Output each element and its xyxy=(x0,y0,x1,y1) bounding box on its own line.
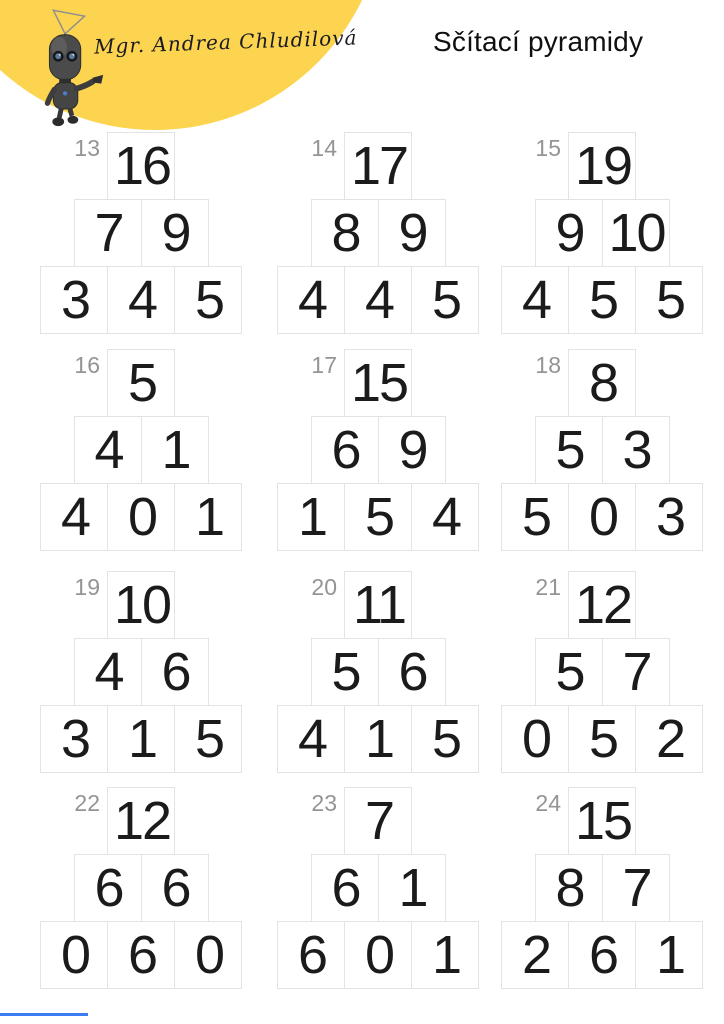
pyramid-cell: 4 xyxy=(107,266,175,334)
pyramid-number: 23 xyxy=(311,790,337,816)
pyramid-row-middle xyxy=(39,638,243,706)
pyramid-row-middle xyxy=(39,416,243,484)
pyramid-cell: 1 xyxy=(141,416,209,484)
pyramid-cell: 6 xyxy=(378,638,446,706)
pyramid-cell: 8 xyxy=(311,199,379,267)
pyramid-cell: 1 xyxy=(277,483,345,551)
pyramid-row-bottom xyxy=(39,705,243,773)
pyramid-cell: 4 xyxy=(74,416,142,484)
pyramid-cell: 4 xyxy=(501,266,569,334)
pyramid-cell: 7 xyxy=(74,199,142,267)
pyramid-cell: 2 xyxy=(501,921,569,989)
pyramid-cell: 4 xyxy=(277,705,345,773)
pyramid-cell: 9 xyxy=(378,416,446,484)
addition-pyramid xyxy=(500,787,704,989)
pyramid-cell: 5 xyxy=(635,266,703,334)
pyramid-cell: 1 xyxy=(344,705,412,773)
pyramid-cell: 5 xyxy=(568,266,636,334)
pyramid-row-middle xyxy=(39,199,243,267)
pyramid-cell: 1 xyxy=(107,705,175,773)
pyramid-cell: 1 xyxy=(378,854,446,922)
pyramid-cell: 15 xyxy=(568,787,636,855)
pyramid-row-middle xyxy=(276,638,480,706)
pyramid-cell: 4 xyxy=(277,266,345,334)
pyramid-row-bottom xyxy=(500,483,704,551)
author-signature: Mgr. Andrea Chludilová xyxy=(93,25,358,59)
pyramid-cell: 10 xyxy=(602,199,670,267)
pyramid-cell: 0 xyxy=(174,921,242,989)
pyramid-cell: 0 xyxy=(501,705,569,773)
addition-pyramid xyxy=(39,571,243,773)
pyramid-row-middle xyxy=(500,416,704,484)
pyramid-cell: 6 xyxy=(141,854,209,922)
pyramid-row-middle xyxy=(39,854,243,922)
addition-pyramid xyxy=(276,349,480,551)
pyramid-cell: 5 xyxy=(501,483,569,551)
pyramid-cell: 5 xyxy=(174,266,242,334)
pyramid-cell: 4 xyxy=(40,483,108,551)
pyramid-cell: 8 xyxy=(535,854,603,922)
pyramid-number: 24 xyxy=(535,790,561,816)
pyramid-row-bottom xyxy=(500,266,704,334)
pyramid-cell: 4 xyxy=(344,266,412,334)
pyramid-cell: 5 xyxy=(311,638,379,706)
pyramid-row-bottom xyxy=(276,483,480,551)
addition-pyramid xyxy=(276,787,480,989)
pyramid-cell: 5 xyxy=(568,705,636,773)
pyramid-cell: 6 xyxy=(107,921,175,989)
pyramid-row-bottom xyxy=(39,483,243,551)
pyramid-cell: 6 xyxy=(277,921,345,989)
pyramid-cell: 6 xyxy=(74,854,142,922)
pyramid-row-bottom xyxy=(500,921,704,989)
addition-pyramid xyxy=(276,571,480,773)
pyramid-number: 17 xyxy=(311,352,337,378)
pyramid-number: 14 xyxy=(311,135,337,161)
pyramid-cell: 19 xyxy=(568,132,636,200)
pyramid-row-middle xyxy=(500,199,704,267)
pyramid-cell: 4 xyxy=(411,483,479,551)
pyramid-cell: 6 xyxy=(568,921,636,989)
pyramid-cell: 16 xyxy=(107,132,175,200)
pyramid-number: 20 xyxy=(311,574,337,600)
pyramid-cell: 5 xyxy=(344,483,412,551)
pyramid-cell: 0 xyxy=(344,921,412,989)
pyramid-cell: 11 xyxy=(344,571,412,639)
pyramid-cell: 3 xyxy=(635,483,703,551)
pyramid-cell: 9 xyxy=(535,199,603,267)
pyramid-cell: 0 xyxy=(40,921,108,989)
pyramid-row-middle xyxy=(500,854,704,922)
pyramid-cell: 2 xyxy=(635,705,703,773)
addition-pyramid xyxy=(39,787,243,989)
page-title: Sčítací pyramidy xyxy=(433,26,644,57)
pyramid-cell: 7 xyxy=(602,854,670,922)
pyramid-row-middle xyxy=(276,199,480,267)
pyramid-cell: 6 xyxy=(311,416,379,484)
pyramid-cell: 3 xyxy=(40,266,108,334)
page-accent-line xyxy=(0,1013,88,1016)
pyramid-cell: 1 xyxy=(635,921,703,989)
pyramid-cell: 5 xyxy=(411,266,479,334)
addition-pyramid xyxy=(276,132,480,334)
pyramid-row-middle xyxy=(276,854,480,922)
pyramid-cell: 5 xyxy=(535,638,603,706)
pyramid-cell: 9 xyxy=(141,199,209,267)
pyramid-row-bottom xyxy=(276,266,480,334)
pyramid-cell: 15 xyxy=(344,349,412,417)
addition-pyramid xyxy=(500,571,704,773)
pyramid-cell: 8 xyxy=(568,349,636,417)
pyramid-row-middle xyxy=(276,416,480,484)
pyramid-number: 21 xyxy=(535,574,561,600)
pyramid-cell: 7 xyxy=(602,638,670,706)
addition-pyramid xyxy=(39,132,243,334)
pyramid-cell: 1 xyxy=(174,483,242,551)
pyramid-number: 16 xyxy=(74,352,100,378)
pyramid-cell: 6 xyxy=(311,854,379,922)
pyramid-cell: 3 xyxy=(602,416,670,484)
pyramid-row-bottom xyxy=(39,266,243,334)
pyramid-cell: 0 xyxy=(107,483,175,551)
pyramid-number: 13 xyxy=(74,135,100,161)
pyramid-cell: 4 xyxy=(74,638,142,706)
pyramid-cell: 5 xyxy=(174,705,242,773)
pyramid-cell: 5 xyxy=(411,705,479,773)
pyramid-row-bottom xyxy=(276,705,480,773)
pyramid-number: 15 xyxy=(535,135,561,161)
pyramid-cell: 6 xyxy=(141,638,209,706)
pyramid-row-middle xyxy=(500,638,704,706)
pyramid-cell: 1 xyxy=(411,921,479,989)
pyramid-cell: 7 xyxy=(344,787,412,855)
pyramid-cell: 12 xyxy=(107,787,175,855)
addition-pyramid xyxy=(500,132,704,334)
pyramid-row-bottom xyxy=(500,705,704,773)
pyramid-number: 18 xyxy=(535,352,561,378)
pyramid-cell: 5 xyxy=(107,349,175,417)
pyramid-cell: 3 xyxy=(40,705,108,773)
addition-pyramid xyxy=(39,349,243,551)
pyramid-row-bottom xyxy=(39,921,243,989)
addition-pyramid xyxy=(500,349,704,551)
pyramid-cell: 9 xyxy=(378,199,446,267)
pyramid-row-bottom xyxy=(276,921,480,989)
pyramid-cell: 10 xyxy=(107,571,175,639)
pyramid-cell: 17 xyxy=(344,132,412,200)
pyramid-number: 19 xyxy=(74,574,100,600)
pyramid-number: 22 xyxy=(74,790,100,816)
pyramid-cell: 0 xyxy=(568,483,636,551)
pyramid-cell: 12 xyxy=(568,571,636,639)
pyramid-cell: 5 xyxy=(535,416,603,484)
